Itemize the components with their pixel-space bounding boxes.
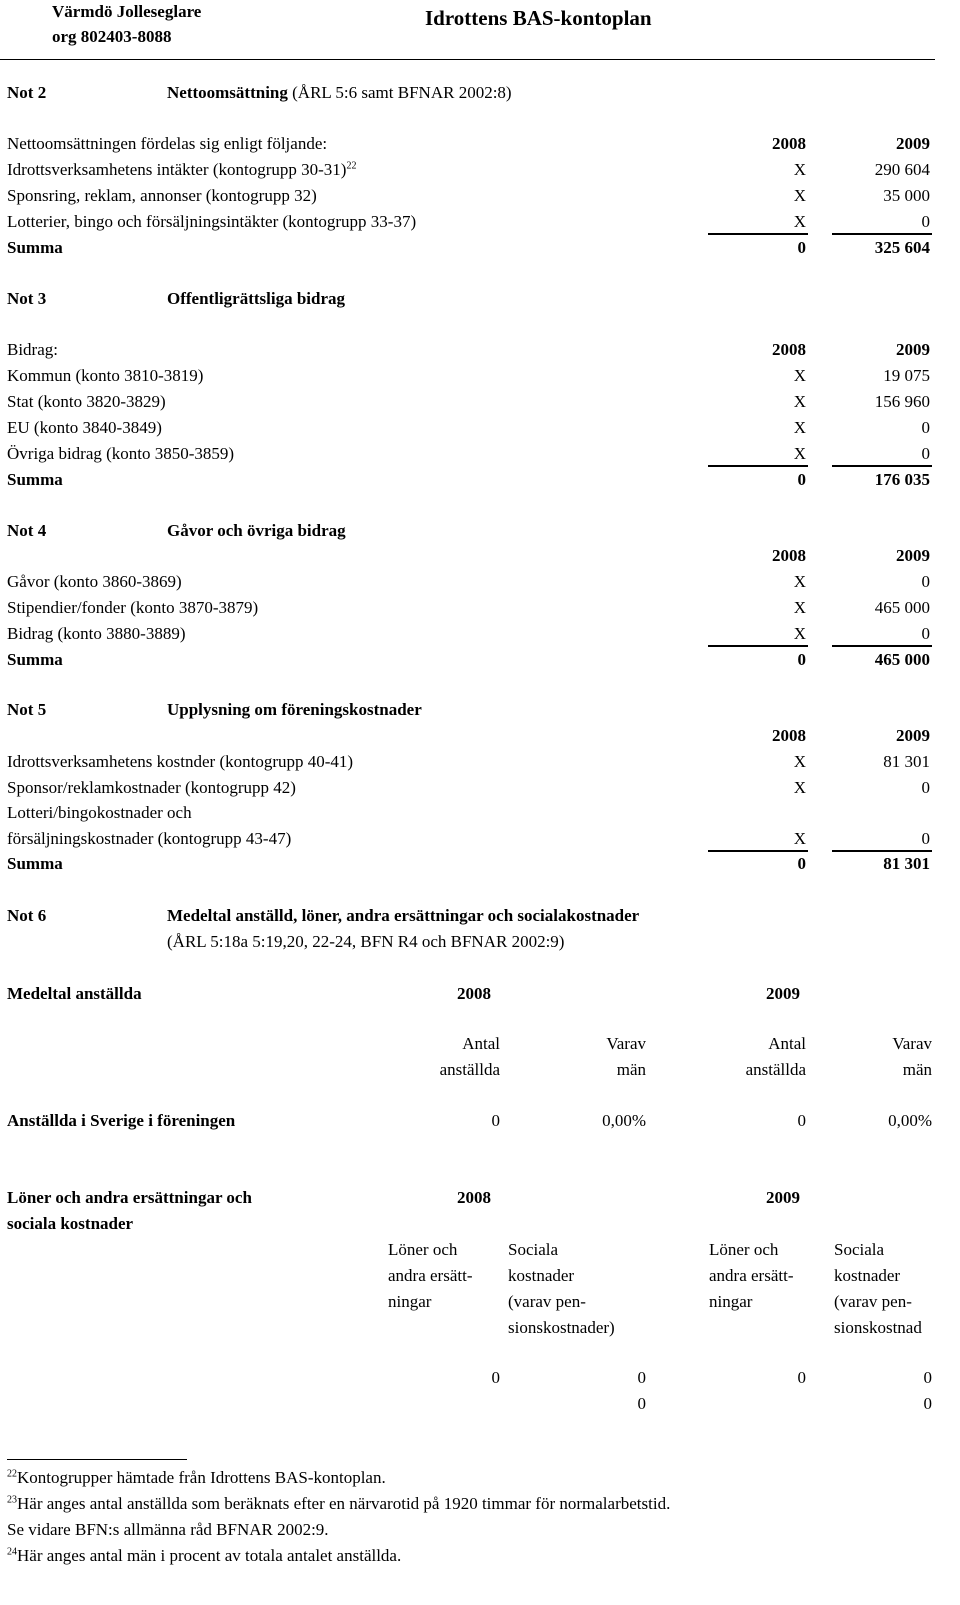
not5-col-2008: 2008 <box>772 726 806 745</box>
footnote-22: $^{22}$Kontogrupper hämtade från Idrottens BAS-kontoplan. <box>7 1468 386 1487</box>
wages-col-salaries-2008: andra ersätt- <box>388 1266 473 1285</box>
not4-sum-rule-2008 <box>708 645 808 647</box>
not5-row-2008: X <box>793 752 806 771</box>
wages-heading: Löner och andra ersättningar och <box>7 1188 252 1207</box>
not3-row-2009: 0 <box>921 444 930 463</box>
not2-sum-2008: 0 <box>797 238 806 257</box>
wages-value: 0 <box>923 1368 932 1387</box>
not2-row-2008: X <box>793 160 806 179</box>
not4-row-label: Bidrag (konto 3880-3889) <box>7 624 186 643</box>
wages-col-salaries-2009: andra ersätt- <box>709 1266 794 1285</box>
not3-sum-2008: 0 <box>797 470 806 489</box>
avg-row-label: Anställda i Sverige i föreningen <box>7 1111 236 1130</box>
wages-value: 0 <box>923 1394 932 1413</box>
not5-sum-rule-2009 <box>832 850 932 852</box>
document-title: Idrottens BAS-kontoplan <box>425 6 652 30</box>
not4-col-2009: 2009 <box>896 546 930 565</box>
wages-col-salaries-2009: Löner och <box>709 1240 779 1259</box>
not2-col-2008: 2008 <box>772 134 806 153</box>
not4-sum-2009: 465 000 <box>874 650 930 669</box>
wages-col-salaries-2008: Löner och <box>388 1240 458 1259</box>
wages-col-salaries-2008: ningar <box>388 1292 432 1311</box>
footnote-separator <box>7 1459 187 1460</box>
wages-col-salaries-2009: ningar <box>709 1292 753 1311</box>
not4-row-2009: 0 <box>921 624 930 643</box>
not2-row-2008: X <box>793 186 806 205</box>
not2-sum-rule-2008 <box>708 233 808 235</box>
avg-col-men-2009: män <box>902 1060 932 1079</box>
not5-row-label: försäljningskostnader (kontogrupp 43-47) <box>7 829 292 848</box>
not4-row-2009: 0 <box>921 572 930 591</box>
not2-row-label: Sponsring, reklam, annonser (kontogrupp 32) <box>7 186 317 205</box>
avg-value: 0,00% <box>602 1111 646 1130</box>
wages-col-social-2008: Sociala <box>508 1240 559 1259</box>
not4-row-label: Stipendier/fonder (konto 3870-3879) <box>7 598 259 617</box>
avg-col-men-2009: Varav <box>892 1034 932 1053</box>
avg-col-count-2008: Antal <box>462 1034 500 1053</box>
wages-year-2008: 2008 <box>457 1188 491 1207</box>
not2-row-2009: 290 604 <box>874 160 930 179</box>
not3-row-2008: X <box>793 392 806 411</box>
not2-col-2009: 2009 <box>896 134 930 153</box>
avg-employees-heading: Medeltal anställda <box>7 984 142 1003</box>
not4-row-2008: X <box>793 624 806 643</box>
avg-col-men-2008: män <box>616 1060 646 1079</box>
avg-value: 0 <box>491 1111 500 1130</box>
not5-sum-2009: 81 301 <box>883 854 930 873</box>
not2-label: Not 2 <box>7 83 47 102</box>
not5-sum-label: Summa <box>7 854 63 873</box>
not3-row-2008: X <box>793 444 806 463</box>
wages-value: 0 <box>637 1394 646 1413</box>
avg-year-2009: 2009 <box>766 984 800 1003</box>
not2-sum-label: Summa <box>7 238 63 257</box>
not3-label: Not 3 <box>7 289 47 308</box>
not2-title: Nettoomsättning (ÅRL 5:6 samt BFNAR 2002:8) <box>167 83 512 102</box>
org-name: Värmdö Jolleseglare <box>52 2 202 21</box>
not4-row-label: Gåvor (konto 3860-3869) <box>7 572 182 591</box>
not5-sum-rule-2008 <box>708 850 808 852</box>
footnote-24: $^{24}$Här anges antal män i procent av totala antalet anställda. <box>7 1546 402 1565</box>
not3-row-2009: 156 960 <box>874 392 930 411</box>
not3-row-label: Stat (konto 3820-3829) <box>7 392 166 411</box>
not4-label: Not 4 <box>7 521 47 540</box>
wages-value: 0 <box>797 1368 806 1387</box>
wages-col-social-2008: kostnader <box>508 1266 575 1285</box>
not5-col-2009: 2009 <box>896 726 930 745</box>
not6-label: Not 6 <box>7 906 47 925</box>
not5-title: Upplysning om föreningskostnader <box>167 700 422 719</box>
not5-row-2008: X <box>793 778 806 797</box>
wages-value: 0 <box>491 1368 500 1387</box>
not2-row-label: Idrottsverksamhetens intäkter (kontogrupp 30-31)$^{22}$ <box>7 160 357 179</box>
not2-row-2009: 0 <box>921 212 930 231</box>
avg-year-2008: 2008 <box>457 984 491 1003</box>
org-number: org 802403-8088 <box>52 27 172 46</box>
not3-sum-2009: 176 035 <box>874 470 930 489</box>
wages-value: 0 <box>637 1368 646 1387</box>
avg-col-count-2008: anställda <box>439 1060 500 1079</box>
avg-value: 0 <box>797 1111 806 1130</box>
not4-row-2008: X <box>793 598 806 617</box>
avg-col-count-2009: Antal <box>768 1034 806 1053</box>
not5-sum-2008: 0 <box>797 854 806 873</box>
not3-title: Offentligrättsliga bidrag <box>167 289 346 308</box>
not5-row-label: Lotteri/bingokostnader och <box>7 803 192 822</box>
not3-col-2009: 2009 <box>896 340 930 359</box>
avg-col-count-2009: anställda <box>745 1060 806 1079</box>
not2-sum-2009: 325 604 <box>874 238 930 257</box>
wages-col-social-2009: (varav pen- <box>834 1292 912 1311</box>
not4-sum-label: Summa <box>7 650 63 669</box>
not3-row-2009: 19 075 <box>883 366 930 385</box>
not4-col-2008: 2008 <box>772 546 806 565</box>
not4-sum-rule-2009 <box>832 645 932 647</box>
not4-title: Gåvor och övriga bidrag <box>167 521 346 540</box>
not6-subtitle: (ÅRL 5:18a 5:19,20, 22-24, BFN R4 och BFNAR 2002:9) <box>167 932 565 951</box>
not3-sum-rule-2009 <box>832 465 932 467</box>
not3-sum-rule-2008 <box>708 465 808 467</box>
not4-row-2009: 465 000 <box>874 598 930 617</box>
not3-intro: Bidrag: <box>7 340 58 359</box>
not5-row-2009: 0 <box>921 778 930 797</box>
not5-row-label: Sponsor/reklamkostnader (kontogrupp 42) <box>7 778 296 797</box>
not2-sum-rule-2009 <box>832 233 932 235</box>
not5-row-2008: X <box>793 829 806 848</box>
wages-heading: sociala kostnader <box>7 1214 134 1233</box>
avg-value: 0,00% <box>888 1111 932 1130</box>
avg-col-men-2008: Varav <box>606 1034 646 1053</box>
not5-row-label: Idrottsverksamhetens kostnder (kontogrupp 40-41) <box>7 752 354 771</box>
header-divider <box>0 59 935 60</box>
wages-col-social-2009: kostnader <box>834 1266 901 1285</box>
not5-row-2009: 81 301 <box>883 752 930 771</box>
not5-label: Not 5 <box>7 700 47 719</box>
not2-row-2009: 35 000 <box>883 186 930 205</box>
not2-row-2008: X <box>793 212 806 231</box>
footnote-23-continuation: Se vidare BFN:s allmänna råd BFNAR 2002:9. <box>7 1520 329 1539</box>
not3-sum-label: Summa <box>7 470 63 489</box>
not2-row-label: Lotterier, bingo och försäljningsintäkter (kontogrupp 33-37) <box>7 212 417 231</box>
wages-col-social-2008: (varav pen- <box>508 1292 586 1311</box>
not3-row-2008: X <box>793 366 806 385</box>
not3-col-2008: 2008 <box>772 340 806 359</box>
not5-row-2009: 0 <box>921 829 930 848</box>
not2-intro: Nettoomsättningen fördelas sig enligt följande: <box>7 134 328 153</box>
wages-col-social-2008: sionskostnader) <box>508 1318 615 1337</box>
not6-title: Medeltal anställd, löner, andra ersättningar och socialakostnader <box>167 906 640 925</box>
not3-row-label: EU (konto 3840-3849) <box>7 418 162 437</box>
not4-row-2008: X <box>793 572 806 591</box>
not3-row-2008: X <box>793 418 806 437</box>
footnote-23: $^{23}$Här anges antal anställda som beräknats efter en närvarotid på 1920 timmar för normalarbetstid. <box>7 1494 671 1513</box>
wages-col-social-2009: sionskostnad <box>834 1318 922 1337</box>
not3-row-label: Övriga bidrag (konto 3850-3859) <box>7 444 235 463</box>
wages-year-2009: 2009 <box>766 1188 800 1207</box>
wages-col-social-2009: Sociala <box>834 1240 885 1259</box>
not3-row-label: Kommun (konto 3810-3819) <box>7 366 204 385</box>
not3-row-2009: 0 <box>921 418 930 437</box>
not4-sum-2008: 0 <box>797 650 806 669</box>
